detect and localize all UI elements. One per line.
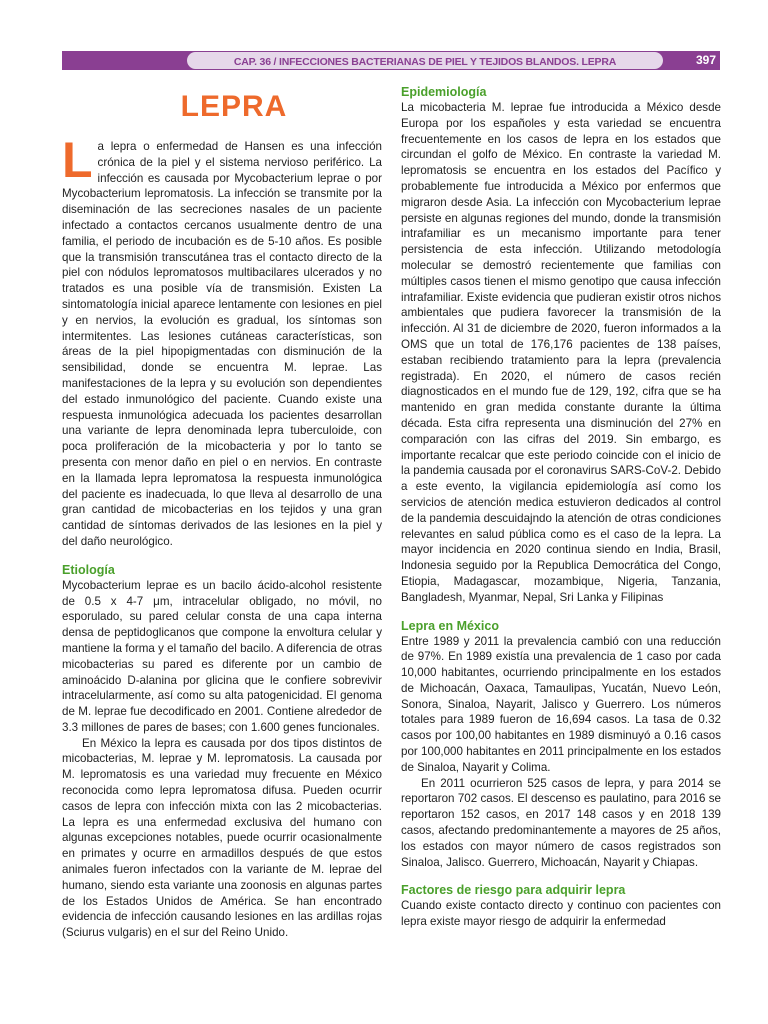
intro-paragraph — [62, 132, 382, 550]
right-column — [401, 84, 721, 930]
chapter-title: CAP. 36 / INFECCIONES BACTERIANAS DE PIEL Y TEJIDOS BLANDOS. LEPRA — [233, 56, 617, 68]
section-heading-etiologia: Etiología — [62, 562, 115, 577]
section-heading-epidemiologia: Epidemiología — [401, 85, 487, 99]
epidemiologia-paragraph: La micobacteria M. leprae fue introducida a México desde Europa por los españoles y esta variedad se encuentra frecuentemente en los casos de lepra en los estados que circundan el golfo de México. En contraste la variedad M. lepromatosis se encuentra en los estados del Pacífico y probablemente fue introducida a México por enfermos que migraron desde Asia. La infección con Mycobacterium leprae persiste en algunas regiones del mundo, donde la transmisión intrafamiliar es un mecanismo importante para tener persistencia de esta infección. Utilizando metodología molecular se demostró recientemente que familias con múltiples casos tienen el mismo genotipo que causa infección intrafamiliar. Existe evidencia que pudieran existir otros nichos ambientales que pudiera favorecer la transmisión de la infección. Al 31 de diciembre de 2020, fueron informados a la OMS que un total de 176,176 pacientes de 138 países, estaban recibiendo tratamiento para la lepra (prevalencia registrada). En 2020, el número de casos recién diagnosticados en el mundo fue de 129, 192, cifra que se ha mantenido en gran medida constante durante la última década. Esta cifra representa una disminución del 27% en comparación con las cifras del 2019. Sin embargo, es importante recalcar que este periodo coincide con el inicio de la pandemia causada por el coronavirus SARS-CoV-2. Debido a este evento, la vigilancia epidemiología así como los servicios de atención medica estuvieron dedicados al control de la pandemia descuidajndo la atención de otras condiciones relevantes en salud pública como es el caso de la lepra. La mayor incidencia en 2020 continua siendo en India, Brasil, Indonesia seguido por la Republica Democrática del Congo, Etiopia, Madagascar, mozambique, Nigeria, Tanzania, Bangladesh, Myanmar, Nepal, Sri Lanka y Filipinas — [401, 101, 721, 604]
article-title: LEPRA — [180, 90, 288, 123]
drop-cap: L — [62, 132, 93, 188]
chapter-header-pill — [187, 52, 663, 69]
etiologia-paragraph-2: En México la lepra es causada por dos tipos distintos de micobacterias, M. leprae y M. lepromatosis. La causada por M. lepromatosis es una variedad muy frecuente en México reconocida como lepra lepromatosa difusa. Pueden ocurrir casos de lepra con infección mixta con las 2 micobacterias. La lepra es una enfermedad exclusiva del humano con algunas excepciones notables, puede ocurrir ocasionalmente en primates y ocurre en armadillos después de que estos animales fueron infectados con la variante de M. leprae del humano, siendo esta variante una zoonosis en algunas partes de los Estados Unidos de América. Se han encontrado evidencia de infección causando lesiones en las ardillas rojas (Sciurus vulgaris) en el sur del Reino Unido. — [62, 736, 382, 940]
section-heading-factores-de-riesgo: Factores de riesgo para adquirir lepra — [401, 883, 626, 898]
page-number: 397 — [695, 53, 716, 67]
factores-paragraph: Cuando existe contacto directo y continuo con pacientes con lepra existe mayor riesgo de adquirir la enfermedad — [401, 899, 721, 929]
etiologia-paragraph-1: Mycobacterium leprae es un bacilo ácido-alcohol resistente de 0.5 x 4-7 μm, intracelular obligado, no móvil, no esporulado, su pared celular consta de una capa interna densa de peptidoglicanos que compone la envoltura celular y mantiene la forma y el tamaño del bacilo. A diferencia de otras micobacterias su pared es diferente por un cambio de aminoácido D-alanina por glicina que le confiere sobrevivir intracelularmente, así como su alta patogenicidad. El genoma de M. leprae fue decodificado en 2001. Contiene alrededor de 3.3 millones de pares de bases; con 1.600 genes funcionales. — [62, 578, 382, 734]
left-column — [62, 84, 382, 941]
mexico-paragraph-1: Entre 1989 y 2011 la prevalencia cambió con una reducción de 97%. En 1989 existía una prevalencia de 1 caso por cada 10,000 habitantes, ocurriendo principalmente en los estados de Michoacán, Oaxaca, Tamaulipas, Yucatán, Nuevo León, Sonora, Sinaloa, Nayarit, Jalisco y Guerrero. Los números totales para 1989 fueron de 16,694 casos. La tasa de 0.32 casos por 100,00 habitantes en 1989 disminuyó a 0.16 casos por 100,000 habitantes en 2011 principalmente en los estados de Sinaloa, Nayarit y Colima. — [401, 634, 721, 774]
section-heading-lepra-en-mexico: Lepra en México — [401, 618, 499, 633]
intro-text: a lepra o enfermedad de Hansen es una infección crónica de la piel y el sistema nervioso periférico. La infección es causada por Mycobacterium leprae o por Mycobacterium lepromatosis. La infección se transmite por la diseminación de las secreciones nasales de un paciente infectado a contactos cercanos usualmente dentro de una familia, el periodo de incubación es de 5-10 años. Es posible que la transmisión transcutánea tras el contacto directo de la piel con nódulos lepromatosos multibacilares ulcerados y no tratados es una posible vía de transmisión. Existen La sintomatología inicial aparece lentamente con lesiones en piel y en nervios, la evolución es gradual, los síntomas son intermitentes. Las lesiones cutáneas características, son áreas de la piel hipopigmentadas con disminución de la sensibilidad, donde se encuentra M. leprae. Las manifestaciones de la lepra y su evolución son dependientes del estado inmunológico del paciente. Cuando existe una respuesta inmunológica adecuada los pacientes desarrollan una variante de lepra denominada lepra tuberculoide, con poca proliferación de la micobacteria y por lo tanto se presenta con menor daño en piel o en nervios. En contraste en la llamada lepra lepromatosa la respuesta inmunológica del paciente es inadecuada, lo que lleva al desarrollo de una gran cantidad de micobacterias en los tejidos y una gran cantidad de síntomas derivados de las lesiones en la piel y del daño neurológico. — [62, 140, 382, 548]
mexico-paragraph-2: En 2011 ocurrieron 525 casos de lepra, y para 2014 se reportaron 702 casos. El descenso es paulatino, para 2016 se reportaron 152 casos, en 2017 148 casos y en 2018 139 casos, afectando predominantemente a mayores de 25 años, los estados con mayor número de casos registrados son Sinaloa, Jalisco. Guerrero, Michoacán, Nayarit y Chiapas. — [401, 776, 721, 869]
